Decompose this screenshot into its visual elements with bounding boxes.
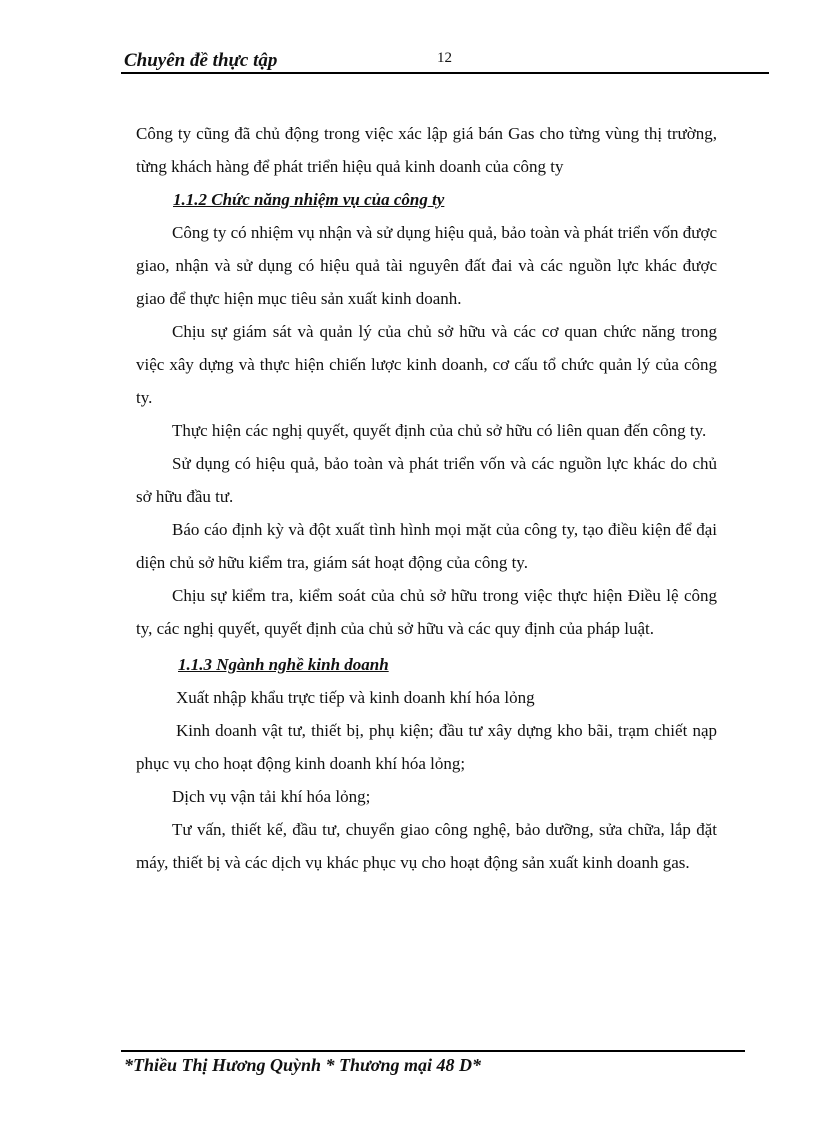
section-heading: 1.1.3 Ngành nghề kinh doanh (178, 655, 389, 674)
footer-text: *Thiều Thị Hương Quỳnh * Thương mại 48 D* (124, 1055, 481, 1075)
paragraph: Kinh doanh vật tư, thiết bị, phụ kiện; đầu tư xây dựng kho bãi, trạm chiết nạp phục vụ cho hoạt động kinh doanh khí hóa lỏng; (136, 721, 717, 773)
paragraph: Chịu sự kiểm tra, kiểm soát của chủ sở hữu trong việc thực hiện Điều lệ công ty, các nghị quyết, quyết định của chủ sở hữu và các quy định của pháp luật. (136, 586, 717, 638)
footer-divider (121, 1050, 745, 1052)
paragraph: Dịch vụ vận tải khí hóa lỏng; (172, 787, 371, 806)
header-divider (121, 72, 769, 74)
paragraph: Sử dụng có hiệu quả, bảo toàn và phát triển vốn và các nguồn lực khác do chủ sở hữu đầu tư. (136, 454, 717, 506)
paragraph: Công ty cũng đã chủ động trong việc xác lập giá bán Gas cho từng vùng thị trường, từng khách hàng để phát triển hiệu quả kinh doanh của công ty (136, 124, 717, 176)
header-title: Chuyên đề thực tập (124, 50, 278, 71)
paragraph: Báo cáo định kỳ và đột xuất tình hình mọi mặt của công ty, tạo điều kiện để đại diện chủ sở hữu kiểm tra, giám sát hoạt động của công ty. (136, 520, 717, 572)
paragraph: Tư vấn, thiết kế, đầu tư, chuyển giao công nghệ, bảo dưỡng, sửa chữa, lắp đặt máy, thiết bị và các dịch vụ khác phục vụ cho hoạt động sản xuất kinh doanh gas. (136, 820, 717, 872)
section-heading: 1.1.2 Chức năng nhiệm vụ của công ty (173, 190, 445, 209)
page-number: 12 (437, 50, 452, 66)
paragraph: Công ty có nhiệm vụ nhận và sử dụng hiệu quả, bảo toàn và phát triển vốn được giao, nhận và sử dụng có hiệu quả tài nguyên đất đai và các nguồn lực khác được giao để thực hiện mục tiêu sản xuất kinh doanh. (136, 223, 717, 308)
document-body (136, 117, 717, 879)
paragraph: Xuất nhập khẩu trực tiếp và kinh doanh khí hóa lỏng (176, 688, 535, 707)
paragraph: Chịu sự giám sát và quản lý của chủ sở hữu và các cơ quan chức năng trong việc xây dựng và thực hiện chiến lược kinh doanh, cơ cấu tổ chức quản lý của công ty. (136, 322, 717, 407)
paragraph: Thực hiện các nghị quyết, quyết định của chủ sở hữu có liên quan đến công ty. (172, 421, 707, 440)
